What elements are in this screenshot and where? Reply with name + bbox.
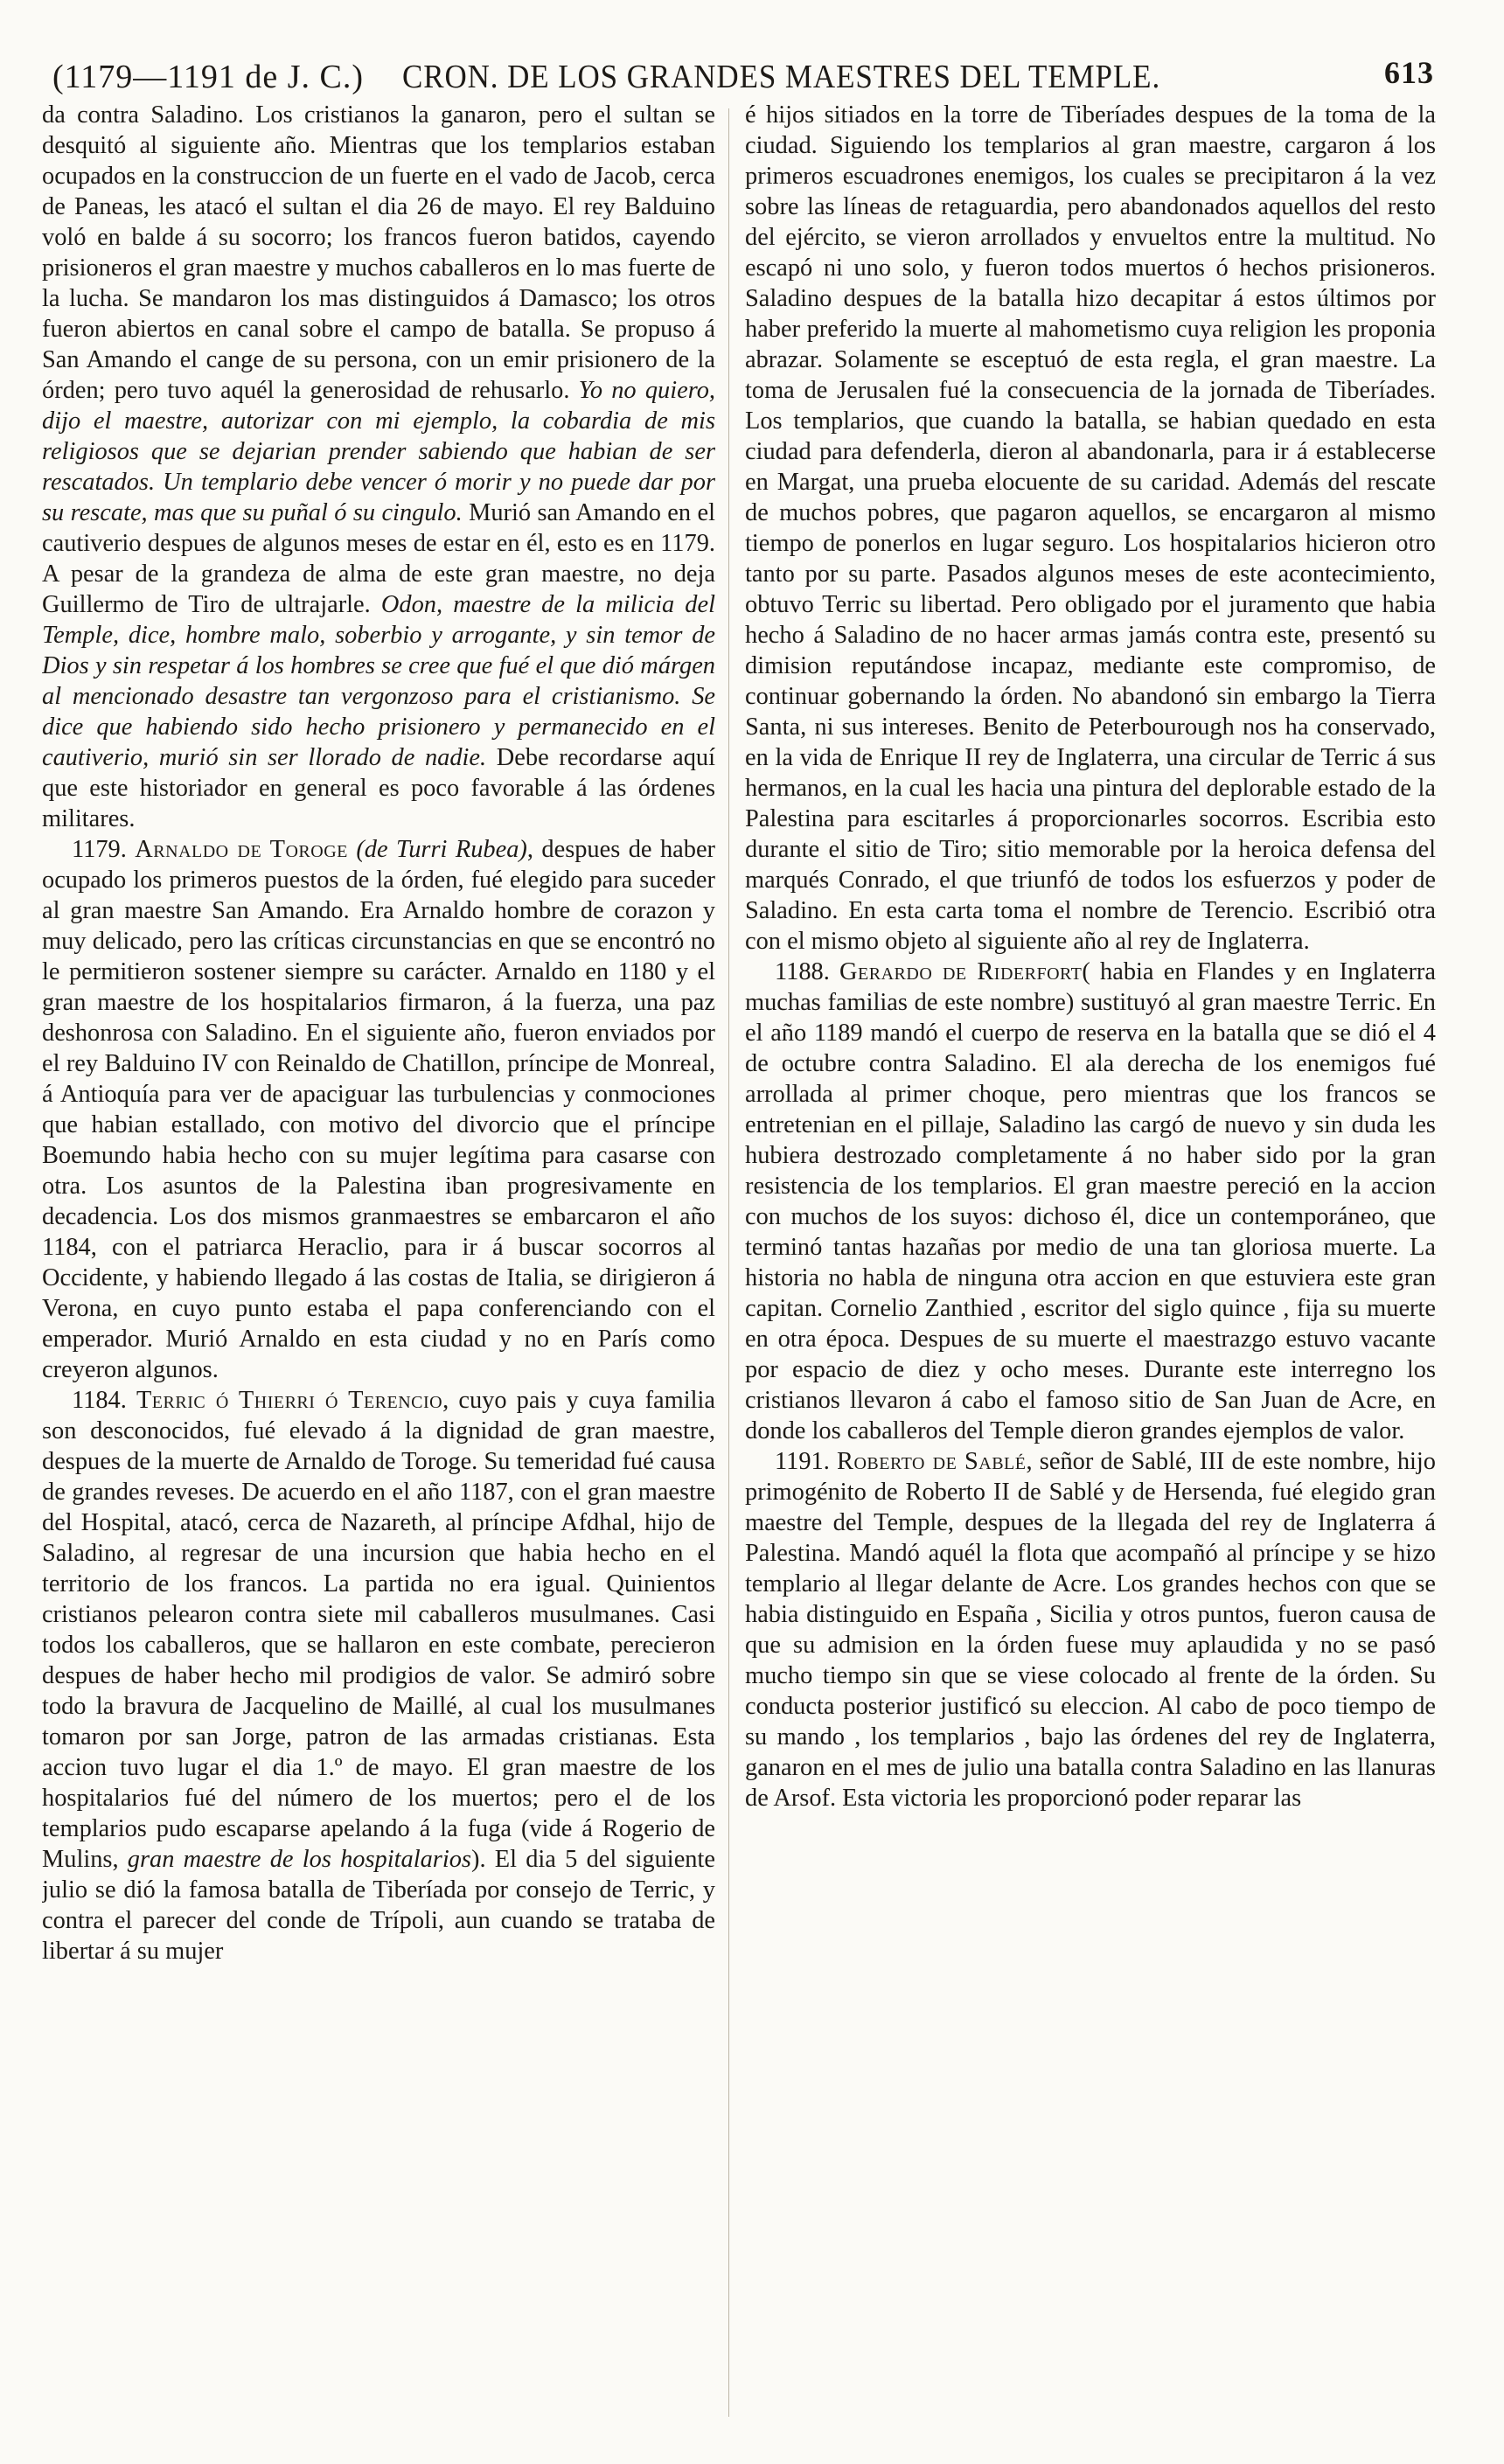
paragraph-text: Murió san Amando en el cautiverio despues de algunos meses de estar en él, esto es en 1179. A pesar de la grandeza de alma de este gran maestre, no deja Guillermo de Tiro de ultrajarle. xyxy=(42,499,715,618)
entry-year: 1188. xyxy=(775,958,830,985)
paragraph-terric xyxy=(42,1385,715,1966)
left-column xyxy=(42,100,715,2417)
quote-italic: Odon, maestre de la milicia del Temple, dice, hombre malo, soberbio y arrogante, y sin temor de Dios y sin respetar á los hombres se cree que fué el que dió márgen al mencionado desastre tan vergonzoso para el cristianismo. Se dice que habiendo sido hecho prisionero y permanecido en el cautiverio, murió sin ser llorado de nadie. xyxy=(42,591,715,771)
paragraph-text: , cuyo pais y cuya familia son desconocidos, fué elevado á la dignidad de gran maestre, despues de la muerte de Arnaldo de Toroge. Su temeridad fué causa de grandes reveses. De acuerdo en el año 1187, con el gran maestre del Hospital, atacó, cerca de Nazareth, al príncipe Afdhal, hijo de Saladino, al regresar de una incursion que habia hecho en el territorio de los francos. La partida no era igual. Quinientos cristianos pelearon contra siete mil caballeros musulmanes. Casi todos los caballeros, que se hallaron en este combate, perecieron despues de haber hecho mil prodigios de valor. Se admiró sobre todo la bravura de Jacquelino de Maillé, al cual los musulmanes tomaron por san Jorge, patron de las armadas cristianas. Esta accion tuvo lugar el dia 1.º de mayo. El gran maestre de los hospitalarios fué del número de los muertos; pero el de los templarios pudo escaparse apelando á la fuga (vide á Rogerio de Mulins, xyxy=(42,1387,715,1873)
header-title: CRON. DE LOS GRANDES MAESTRES DEL TEMPLE. xyxy=(402,59,1161,95)
entry-latin-name: (de Turri Rubea) xyxy=(356,836,527,863)
paragraph-gerardo xyxy=(745,957,1436,1446)
paragraph-arnaldo xyxy=(42,834,715,1385)
paragraph-text: ). El dia 5 del siguiente julio se dió la famosa batalla de Tiberíada por consejo de Terric, y contra el parecer del conde de Trípoli, aun cuando se trataba de libertar á su mujer xyxy=(42,1846,715,1965)
quote-italic: Yo no quiero, dijo el maestre, autorizar con mi ejemplo, la cobardia de mis religiosos que se dejarian prender sabiendo que habian de ser rescatados. Un templario debe vencer ó morir y no puede dar por su rescate, mas que su puñal ó su cingulo. xyxy=(42,377,715,526)
paragraph-text: , señor de Sablé, III de este nombre, hijo primogénito de Roberto II de Sablé y de Hersenda, fué elegido gran maestre del Temple, despues de la llegada del rey de Inglaterra á Palestina. Mandó aquél la flota que acompañó al príncipe y se hizo templario al llegar delante de Acre. Los grandes hechos con que se habia distinguido en España , Sicilia y otros puntos, fueron causa de que su admision en la órden fuese muy aplaudida y no se pasó mucho tiempo sin que se viese colocado al frente de la órden. Su conducta posterior justificó su eleccion. Al cabo de poco tiempo de su mando , los templarios , bajo las órdenes del rey de Inglaterra, ganaron en el mes de julio una batalla contra Saladino en las llanuras de Arsof. Esta victoria les proporcionó poder reparar las xyxy=(745,1448,1436,1812)
entry-year: 1179. xyxy=(72,836,127,863)
paragraph-text: da contra Saladino. Los cristianos la ganaron, pero el sultan se desquitó al siguiente año. Mientras que los templarios estaban ocupados en la construccion de un fuerte en el vado de Jacob, cerca de Paneas, les atacó el sultan el dia 26 de mayo. El rey Balduino voló en balde á su socorro; los francos fueron batidos, cayendo prisioneros el gran maestre y muchos caballeros en lo mas fuerte de la lucha. Se mandaron los mas distinguidos á Damasco; los otros fueron abiertos en canal sobre el campo de batalla. Se propuso á San Amando el cange de su persona, con un emir prisionero de la órden; pero tuvo aquél la generosidad de rehusarlo. xyxy=(42,101,715,404)
paragraph-text: Debe recordarse aquí que este historiador en general es poco favorable á las órdenes militares. xyxy=(42,744,715,832)
entry-name: Gerardo de Riderfort xyxy=(839,958,1083,985)
quote-italic: gran maestre de los hospitalarios xyxy=(127,1846,471,1873)
entry-name: Terric ó Thierri ó Terencio xyxy=(136,1387,443,1414)
paragraph-text: , despues de haber ocupado los primeros puestos de la órden, fué elegido para suceder al gran maestre San Amando. Era Arnaldo hombre de corazon y muy delicado, pero las críticas circunstancias en que se encontró no le permitieron sostener siempre su carácter. Arnaldo en 1180 y el gran maestre de los hospitalarios firmaron, á la fuerza, una paz deshonrosa con Saladino. En el siguiente año, fueron enviados por el rey Balduino IV con Reinaldo de Chatillon, príncipe de Monreal, á Antioquía para ver de apaciguar las turbulencias y conmociones que habian estallado, con motivo del divorcio que el príncipe Boemundo habia hecho con su mujer legítima para casarse con otra. Los asuntos de la Palestina iban progresivamente en decadencia. Los dos mismos granmaestres se embarcaron el año 1184, con el patriarca Heraclio, para ir á buscar socorros al Occidente, y habiendo llegado á las costas de Italia, se dirigieron á Verona, en cuyo punto estaba el papa conferenciando con el emperador. Murió Arnaldo en esta ciudad y no en París como creyeron algunos. xyxy=(42,836,715,1383)
paragraph-roberto xyxy=(745,1446,1436,1813)
right-column xyxy=(745,100,1436,2417)
entry-year: 1184. xyxy=(72,1387,127,1414)
entry-name: Arnaldo de Toroge xyxy=(135,836,348,863)
paragraph-text: é hijos sitiados en la torre de Tiberíades despues de la toma de la ciudad. Siguiendo los templarios al gran maestre, cargaron á los primeros escuadrones enemigos, los cuales se precipitaron á la vez sobre las líneas de retaguardia, pero abandonados aquellos del resto del ejército, se vieron arrollados y envueltos entre la multitud. No escapó ni uno solo, y fueron todos muertos ó hechos prisioneros. Saladino despues de la batalla hizo decapitar á estos últimos por haber preferido la muerte al mahometismo cuya religion les proponia abrazar. Solamente se esceptuó de esta regla, el gran maestre. La toma de Jerusalen fué la consecuencia de la jornada de Tiberíades. Los templarios, que cuando la batalla, se habian quedado en esta ciudad para defenderla, dieron al abandonarla, para ir á establecerse en Margat, una prueba elocuente de su caridad. Además del rescate de muchos pobres, que pagaron aquellos, se encargaron al mismo tiempo de ponerlos en lugar seguro. Los hospitalarios hicieron otro tanto por su parte. Pasados algunos meses de este acontecimiento, obtuvo Terric su libertad. Pero obligado por el juramento que habia hecho á Saladino de no hacer armas jamás contra este, presentó su dimision reputándose incapaz, mediante este compromiso, de continuar gobernando la órden. No abandonó sin embargo la Tierra Santa, ni sus intereses. Benito de Peterbourough nos ha conservado, en la vida de Enrique II rey de Inglaterra, una circular de Terric á sus hermanos, en la cual les hacia una pintura del deplorable estado de la Palestina para escitarles á proporcionarles socorros. Escribia esto durante el sitio de Tiro; sitio memorable por la heroica defensa del marqués Conrado, el que triunfó de todos los esfuerzos y poder de Saladino. En esta carta toma el nombre de Terencio. Escribió otra con el mismo objeto al siguiente año al rey de Inglaterra. xyxy=(745,101,1436,955)
page-number: 613 xyxy=(1384,55,1434,90)
paragraph-text: ( habia en Flandes y en Inglaterra muchas familias de este nombre) sustituyó al gran maestre Terric. En el año 1189 mandó el cuerpo de reserva en la batalla que se dió el 4 de octubre contra Saladino. El ala derecha de los enemigos fué arrollada al primer choque, pero mientras que los francos se entretenian en el pillaje, Saladino las cargó de nuevo y sin duda les hubiera destrozado completamente á no haber sido por la gran resistencia de los templarios. El gran maestre pereció en la accion con muchos de los suyos: dichoso él, dice un contemporáneo, que terminó tantas hazañas por medio de una tan gloriosa muerte. La historia no habla de ninguna otra accion en que estuviera este gran capitan. Cornelio Zanthied , escritor del siglo quince , fija su muerte en otra época. Despues de su muerte el maestrazgo estuvo vacante por espacio de diez y ocho meses. Durante este interregno los cristianos llevaron á cabo el famoso sitio de San Juan de Acre, en donde los caballeros del Temple dieron grandes ejemplos de valor. xyxy=(745,958,1436,1444)
header-date-range: (1179—1191 de J. C.) xyxy=(52,59,364,95)
entry-year: 1191. xyxy=(775,1448,830,1475)
column-divider xyxy=(728,108,729,2417)
entry-name: Roberto de Sablé xyxy=(837,1448,1027,1475)
paragraph-tiberiades xyxy=(745,100,1436,957)
paragraph-odon xyxy=(42,100,715,834)
running-header xyxy=(52,49,1434,101)
